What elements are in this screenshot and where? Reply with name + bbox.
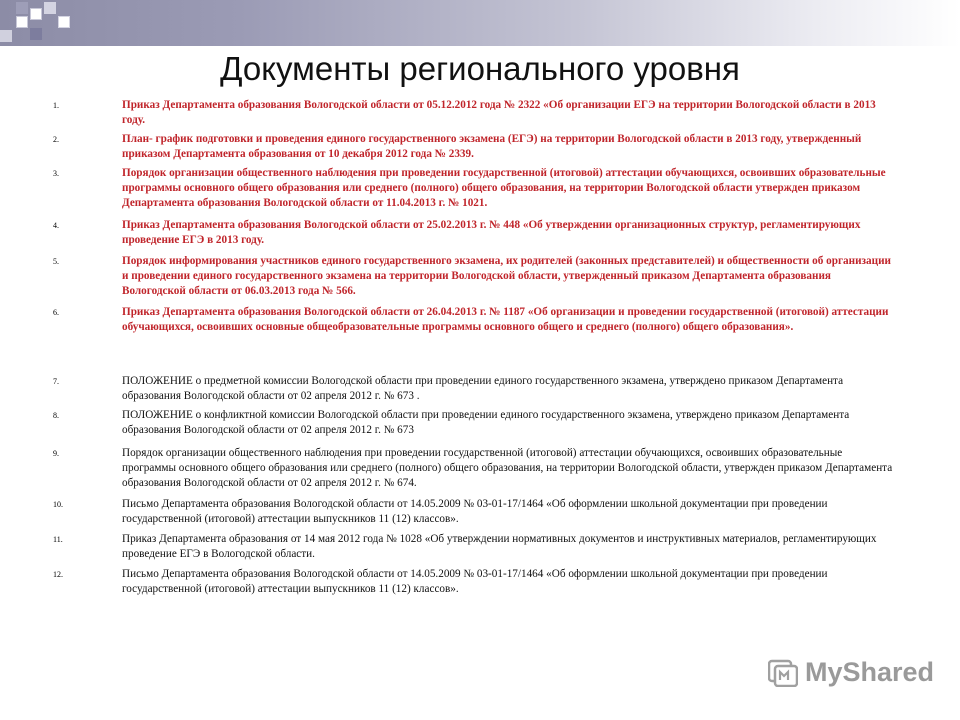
item-number: 4. [53,221,59,230]
item-number: 5. [53,257,59,266]
item-text: Письмо Департамента образования Вологодской области от 14.05.2009 № 03-01-17/1464 «Об оформлении школьной документации при проведении государственной (итоговой) аттестации выпускников 11 (12) классов». [122,568,828,596]
item-number: 9. [53,449,59,458]
header-bar [0,0,960,46]
item-text: Приказ Департамента образования от 14 мая 2012 года № 1028 «Об утверждении нормативных документов и инструктивных материалов, регламентирующих проведение ЕГЭ в Вологодской области. [122,533,877,561]
decor-square [58,16,70,28]
item-number: 8. [53,411,59,420]
item-number: 6. [53,308,59,317]
myshared-watermark [768,655,948,695]
item-text: Порядок организации общественного наблюдения при проведении государственной (итоговой) аттестации обучающихся, освоивших образовательные программы основного общего образования или среднего (полного) общего образования, на территории Вологодской области утвержден приказом Департамента образования Вологодской области от 11.04.2013 г. № 1021. [122,167,886,210]
item-number: 12. [53,570,63,579]
item-text: Порядок организации общественного наблюдения при проведении государственной (итоговой) аттестации обучающихся, освоивших образовательные программы основного общего образования или среднего (полного) общего образования, на территории Вологодской области, утвержден приказом Департамента образования Вологодской области от 02 апреля 2012 г. № 674. [122,447,893,490]
decor-square [0,30,12,42]
item-number: 7. [53,377,59,386]
watermark-text: MyShared [805,657,935,687]
decor-square [30,28,42,40]
page-title: Документы регионального уровня [220,50,740,87]
item-text: Приказ Департамента образования Вологодской области от 25.02.2013 г. № 448 «Об утверждении организационных структур, регламентирующих проведение ЕГЭ в 2013 году. [122,219,861,247]
item-text: Порядок информирования участников единого государственного экзамена, их родителей (законных представителей) и общественности об организации и проведении единого государственного экзамена на территории Вологодской области, утвержденный приказом Департамента образования Вологодской области от 06.03.2013 года № 566. [122,255,891,298]
item-number: 2. [53,135,59,144]
item-text: ПОЛОЖЕНИЕ о конфликтной комиссии Вологодской области при проведении единого государственного экзамена, утверждено приказом Департамента образования Вологодской области от 02 апреля 2012 г. № 673 [122,409,850,437]
item-number: 1. [53,101,59,110]
item-text: План- график подготовки и проведения единого государственного экзамена (ЕГЭ) на территории Вологодской области в 2013 году, утвержденный приказом Департамента образования от 10 декабря 2012 года № 2339. [122,133,862,161]
item-text: Приказ Департамента образования Вологодской области от 05.12.2012 года № 2322 «Об организации ЕГЭ на территории Вологодской области в 2013 году. [122,99,876,127]
item-number: 11. [53,535,63,544]
item-text: ПОЛОЖЕНИЕ о предметной комиссии Вологодской области при проведении единого государственного экзамена, утверждено приказом Департамента образования Вологодской области от 02 апреля 2012 г. № 673 . [122,375,844,403]
decor-square [30,8,42,20]
item-text: Приказ Департамента образования Вологодской области от 26.04.2013 г. № 1187 «Об организации и проведении государственной (итоговой) аттестации обучающихся, освоивших основные общеобразовательные программы основного общего и среднего (полного) общего образования». [122,306,889,334]
decor-square [16,2,28,14]
item-number: 10. [53,500,63,509]
myshared-logo-icon [768,657,798,687]
item-number: 3. [53,169,59,178]
item-text: Письмо Департамента образования Вологодской области от 14.05.2009 № 03-01-17/1464 «Об оформлении школьной документации при проведении государственной (итоговой) аттестации выпускников 11 (12) классов». [122,498,828,526]
decor-square [44,2,56,14]
decor-square [16,16,28,28]
